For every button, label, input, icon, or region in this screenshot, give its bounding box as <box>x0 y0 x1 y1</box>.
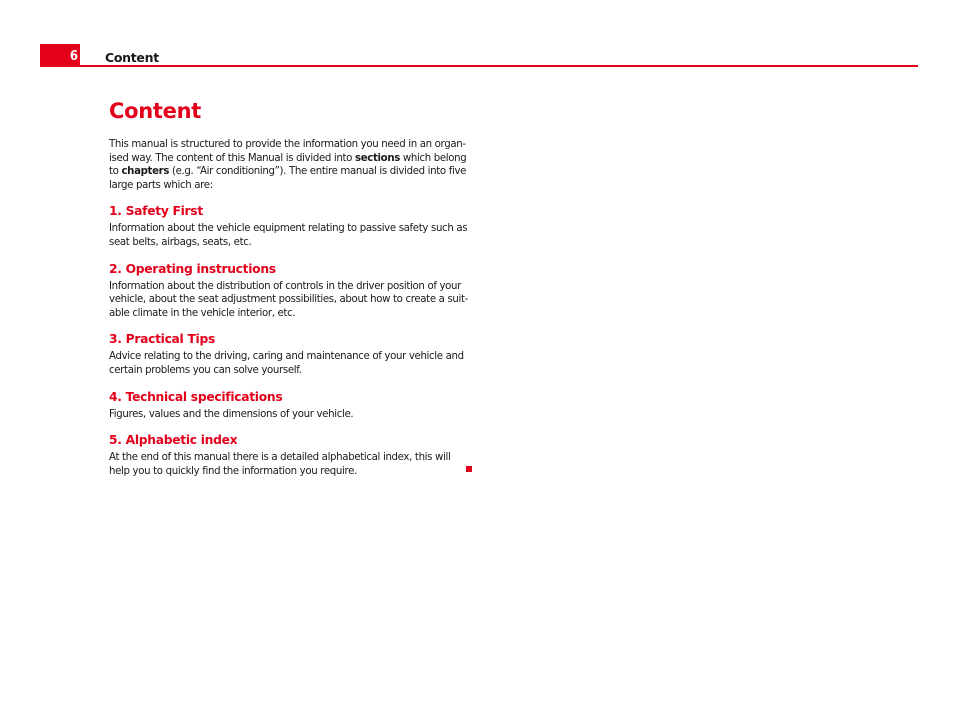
header-rule <box>80 65 918 67</box>
section-body-operating-instructions: Information about the distribution of controls in the driver position of your vehicle, about the seat adjustment possibilities, about how to create a suit-able climate in the vehicle interior, etc. <box>109 279 469 319</box>
section-heading-practical-tips: 3. Practical Tips <box>109 332 215 347</box>
intro-paragraph <box>109 138 474 192</box>
section-body-safety-first: Information about the vehicle equipment relating to passive safety such as seat belts, airbags, seats, etc. <box>109 222 468 248</box>
section-heading-technical-specifications: 4. Technical specifications <box>109 389 283 404</box>
page-header <box>40 44 918 67</box>
section-heading-operating-instructions: 2. Operating instructions <box>109 261 276 276</box>
intro-bold-chapters: chapters <box>121 165 170 178</box>
end-of-section-square-icon <box>466 466 472 472</box>
intro-bold-sections: sections <box>354 151 400 164</box>
section-heading-alphabetic-index: 5. Alphabetic index <box>109 433 238 448</box>
section-body-alphabetic-index: At the end of this manual there is a detailed alphabetical index, this will help you to quickly find the information you require. <box>109 451 451 477</box>
intro-text: which belong to <box>109 151 467 178</box>
section-body-practical-tips: Advice relating to the driving, caring and maintenance of your vehicle and certain problems you can solve yourself. <box>109 350 464 376</box>
main-content <box>109 96 474 478</box>
section-heading-safety-first: 1. Safety First <box>109 204 203 219</box>
section-body-technical-specifications: Figures, values and the dimensions of your vehicle. <box>109 407 354 420</box>
page-number: 6 <box>40 44 80 67</box>
page-title: Content <box>109 99 201 123</box>
header-title: Content <box>105 50 159 65</box>
intro-text: This manual is structured to provide the information you need in an organ-ised way. The content of this Manual is divided into <box>109 138 466 164</box>
intro-text: (e.g. “Air conditioning”). The entire manual is divided into five large parts which are: <box>109 165 467 191</box>
